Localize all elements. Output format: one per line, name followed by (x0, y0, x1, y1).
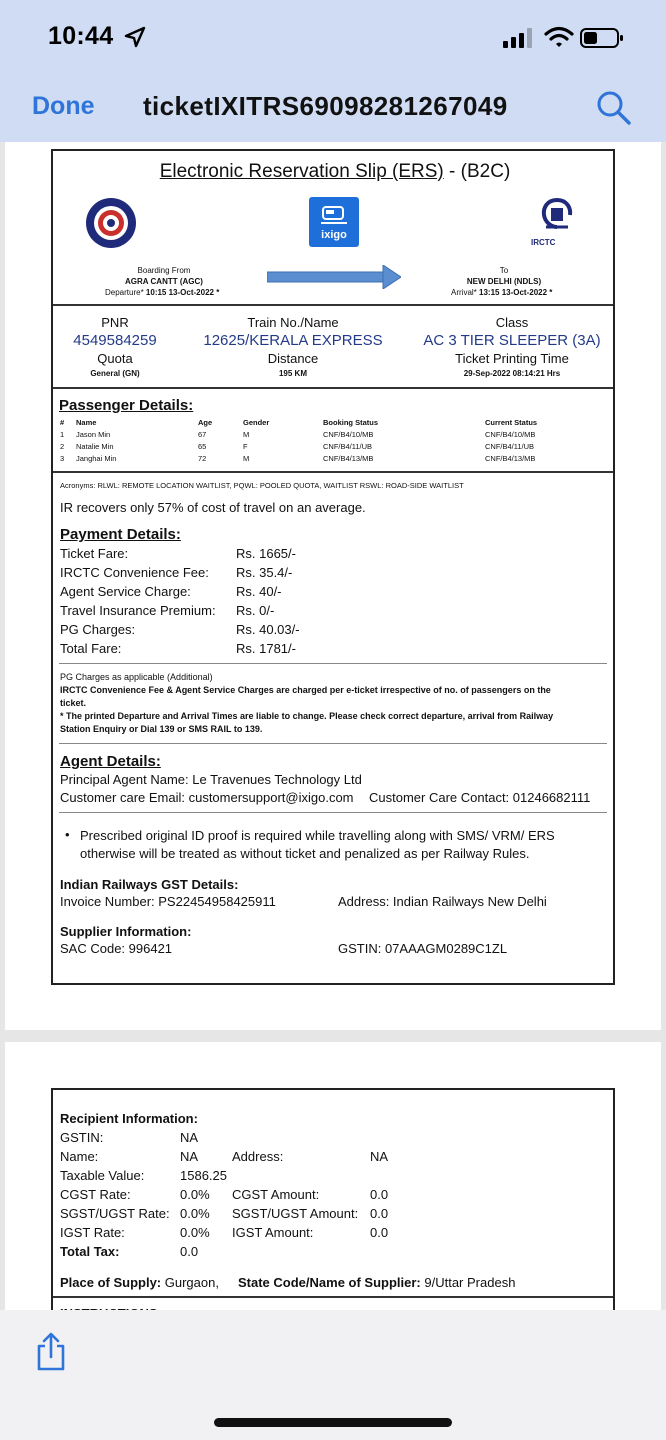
battery-icon (580, 27, 624, 49)
payment-value: Rs. 35.4/- (236, 565, 293, 580)
pnr-label: PNR (101, 315, 129, 330)
sgst-rate-value: 0.0% (180, 1206, 210, 1221)
document-title: ticketIXITRS69098281267049 (143, 91, 508, 121)
cgst-amount-value: 0.0 (370, 1187, 389, 1202)
distance-label: Distance (267, 351, 319, 366)
taxable-value: 1586.25 (180, 1168, 227, 1183)
printing-time-label: Ticket Printing Time (455, 351, 569, 366)
cgst-amount-label: CGST Amount: (232, 1187, 320, 1202)
passenger-booking-status: CNF/B4/13/MB (323, 454, 374, 463)
passenger-name: Janghai Min (76, 454, 117, 463)
class-label: Class (495, 315, 529, 330)
id-proof-note-line2: otherwise will be treated as without ticket and penalized as per Railway Rules. (80, 846, 530, 861)
class-value: AC 3 TIER SLEEPER (3A) (423, 332, 601, 349)
col-current-status: Current Status (485, 418, 538, 427)
payment-label: Ticket Fare: (60, 546, 129, 561)
recipient-name-label: Name: (60, 1149, 99, 1164)
fee-note-line2: ticket. (60, 698, 87, 708)
passenger-age: 65 (198, 442, 207, 451)
payment-label: IRCTC Convenience Fee: (60, 565, 209, 580)
payment-label: PG Charges: (60, 622, 136, 637)
col-booking-status: Booking Status (323, 418, 379, 427)
train-label: Train No./Name (247, 315, 339, 330)
acronyms-note: Acronyms: RLWL: REMOTE LOCATION WAITLIST, PQWL: POOLED QUOTA, WAITLIST RSWL: ROAD-SIDE WAITLIST (60, 481, 464, 490)
supplier-gstin: GSTIN: 07AAAGM0289C1ZL (338, 941, 508, 956)
to-label: To (499, 266, 509, 275)
search-icon[interactable] (596, 90, 632, 126)
igst-amount-value: 0.0 (370, 1225, 389, 1240)
pg-charges-note: PG Charges as applicable (Additional) (60, 672, 213, 682)
status-time: 10:44 (48, 22, 114, 50)
col-age: Age (198, 418, 213, 427)
ixigo-logo (309, 197, 359, 247)
igst-rate-value: 0.0% (180, 1225, 210, 1240)
col-num: # (60, 418, 65, 427)
boarding-station: AGRA CANTT (AGC) (125, 277, 203, 286)
arrival-time: Arrival* 13:15 13-Oct-2022 * (451, 288, 553, 297)
passenger-details-heading: Passenger Details: (59, 397, 194, 414)
cgst-rate-label: CGST Rate: (60, 1187, 131, 1202)
passenger-num: 2 (60, 442, 65, 451)
home-indicator[interactable] (214, 1418, 452, 1427)
passenger-booking-status: CNF/B4/11/UB (323, 442, 373, 451)
sgst-amount-label: SGST/UGST Amount: (232, 1206, 359, 1221)
recipient-address-value: NA (370, 1149, 389, 1164)
departure-time: Departure* 10:15 13-Oct-2022 * (105, 288, 220, 297)
col-name: Name (76, 418, 97, 427)
passenger-name: Natalie Min (76, 442, 114, 451)
sac-code: SAC Code: 996421 (60, 941, 173, 956)
payment-value: Rs. 0/- (236, 603, 275, 618)
to-station: NEW DELHI (NDLS) (466, 277, 542, 286)
boarding-label: Boarding From (137, 266, 191, 275)
payment-value: Rs. 40/- (236, 584, 282, 599)
recipient-info-heading: Recipient Information: (60, 1111, 198, 1126)
divider (53, 471, 613, 473)
done-button[interactable]: Done (32, 92, 95, 120)
gst-details-heading: Indian Railways GST Details: (60, 877, 239, 892)
quota-value: General (GN) (90, 369, 140, 378)
payment-label: Agent Service Charge: (60, 584, 191, 599)
passenger-current-status: CNF/B4/11/UB (485, 442, 535, 451)
payment-value: Rs. 40.03/- (236, 622, 300, 637)
customer-care-email: Customer care Email: customersupport@ixigo.com (60, 790, 354, 805)
principal-agent: Principal Agent Name: Le Travenues Technology Ltd (60, 772, 362, 787)
distance-value: 195 KM (278, 369, 307, 378)
ixigo-logo-text: ixigo (321, 229, 347, 241)
passenger-num: 1 (60, 430, 65, 439)
quota-label: Quota (97, 351, 133, 366)
invoice-number: Invoice Number: PS22454958425911 (60, 894, 276, 909)
share-icon[interactable] (34, 1332, 68, 1372)
payment-details-heading: Payment Details: (60, 526, 181, 543)
col-gender: Gender (243, 418, 270, 427)
printing-time-value: 29-Sep-2022 08:14:21 Hrs (463, 369, 561, 378)
cellular-signal-icon (503, 28, 535, 48)
sgst-rate-label: SGST/UGST Rate: (60, 1206, 170, 1221)
ers-title: Electronic Reservation Slip (ERS) - (B2C) (159, 161, 511, 182)
pnr-value: 4549584259 (73, 332, 157, 349)
divider (59, 812, 607, 813)
location-arrow-icon (124, 26, 146, 48)
fee-note-line1: IRCTC Convenience Fee & Agent Service Charges are charged per e-ticket irrespective of no. of passengers on the (60, 685, 551, 695)
gst-address: Address: Indian Railways New Delhi (338, 894, 547, 909)
passenger-age: 67 (198, 430, 207, 439)
passenger-age: 72 (198, 454, 207, 463)
cost-recovery-note: IR recovers only 57% of cost of travel on an average. (60, 500, 366, 515)
recipient-gstin-value: NA (180, 1130, 199, 1145)
indian-railways-logo (85, 197, 137, 249)
passenger-current-status: CNF/B4/13/MB (485, 454, 536, 463)
state-code-supplier: State Code/Name of Supplier: 9/Uttar Pradesh (238, 1275, 516, 1290)
passenger-num: 3 (60, 454, 65, 463)
divider (53, 1296, 613, 1298)
id-proof-note-line1: Prescribed original ID proof is required while travelling along with SMS/ VRM/ ERS (80, 828, 555, 843)
igst-amount-label: IGST Amount: (232, 1225, 314, 1240)
time-note-line2: Station Enquiry or Dial 139 or SMS RAIL to 139. (60, 724, 263, 734)
total-tax-value: 0.0 (180, 1244, 199, 1259)
customer-care-contact: Customer Care Contact: 01246682111 (369, 790, 591, 805)
place-of-supply: Place of Supply: Gurgaon, (60, 1275, 219, 1290)
total-tax-label: Total Tax: (60, 1244, 120, 1259)
divider (59, 663, 607, 664)
payment-label: Travel Insurance Premium: (60, 603, 216, 618)
agent-details-heading: Agent Details: (60, 753, 161, 770)
ticket-frame-2 (51, 1088, 615, 1328)
irctc-logo (540, 197, 574, 233)
taxable-value-label: Taxable Value: (60, 1168, 145, 1183)
supplier-info-heading: Supplier Information: (60, 924, 192, 939)
train-value: 12625/KERALA EXPRESS (203, 332, 383, 349)
bullet-icon: • (65, 827, 70, 842)
divider (59, 743, 607, 744)
passenger-gender: M (243, 454, 250, 463)
cgst-rate-value: 0.0% (180, 1187, 210, 1202)
payment-value: Rs. 1665/- (236, 546, 296, 561)
passenger-current-status: CNF/B4/10/MB (485, 430, 536, 439)
divider (53, 387, 613, 389)
passenger-gender: F (243, 442, 248, 451)
payment-label: Total Fare: (60, 641, 122, 656)
ticket-frame (51, 149, 615, 985)
time-note-line1: * The printed Departure and Arrival Times are liable to change. Please check correct departure, arrival from Railway (60, 711, 554, 721)
wifi-icon (544, 26, 574, 48)
payment-value: Rs. 1781/- (236, 641, 296, 656)
passenger-name: Jason Min (76, 430, 111, 439)
recipient-address-label: Address: (232, 1149, 284, 1164)
train-icon (321, 205, 347, 225)
sgst-amount-value: 0.0 (370, 1206, 389, 1221)
divider (53, 304, 613, 306)
recipient-name-value: NA (180, 1149, 199, 1164)
irctc-logo-text: IRCTC (531, 238, 556, 247)
passenger-gender: M (243, 430, 250, 439)
passenger-booking-status: CNF/B4/10/MB (323, 430, 374, 439)
igst-rate-label: IGST Rate: (60, 1225, 125, 1240)
direction-arrow (267, 265, 401, 289)
recipient-gstin-label: GSTIN: (60, 1130, 104, 1145)
